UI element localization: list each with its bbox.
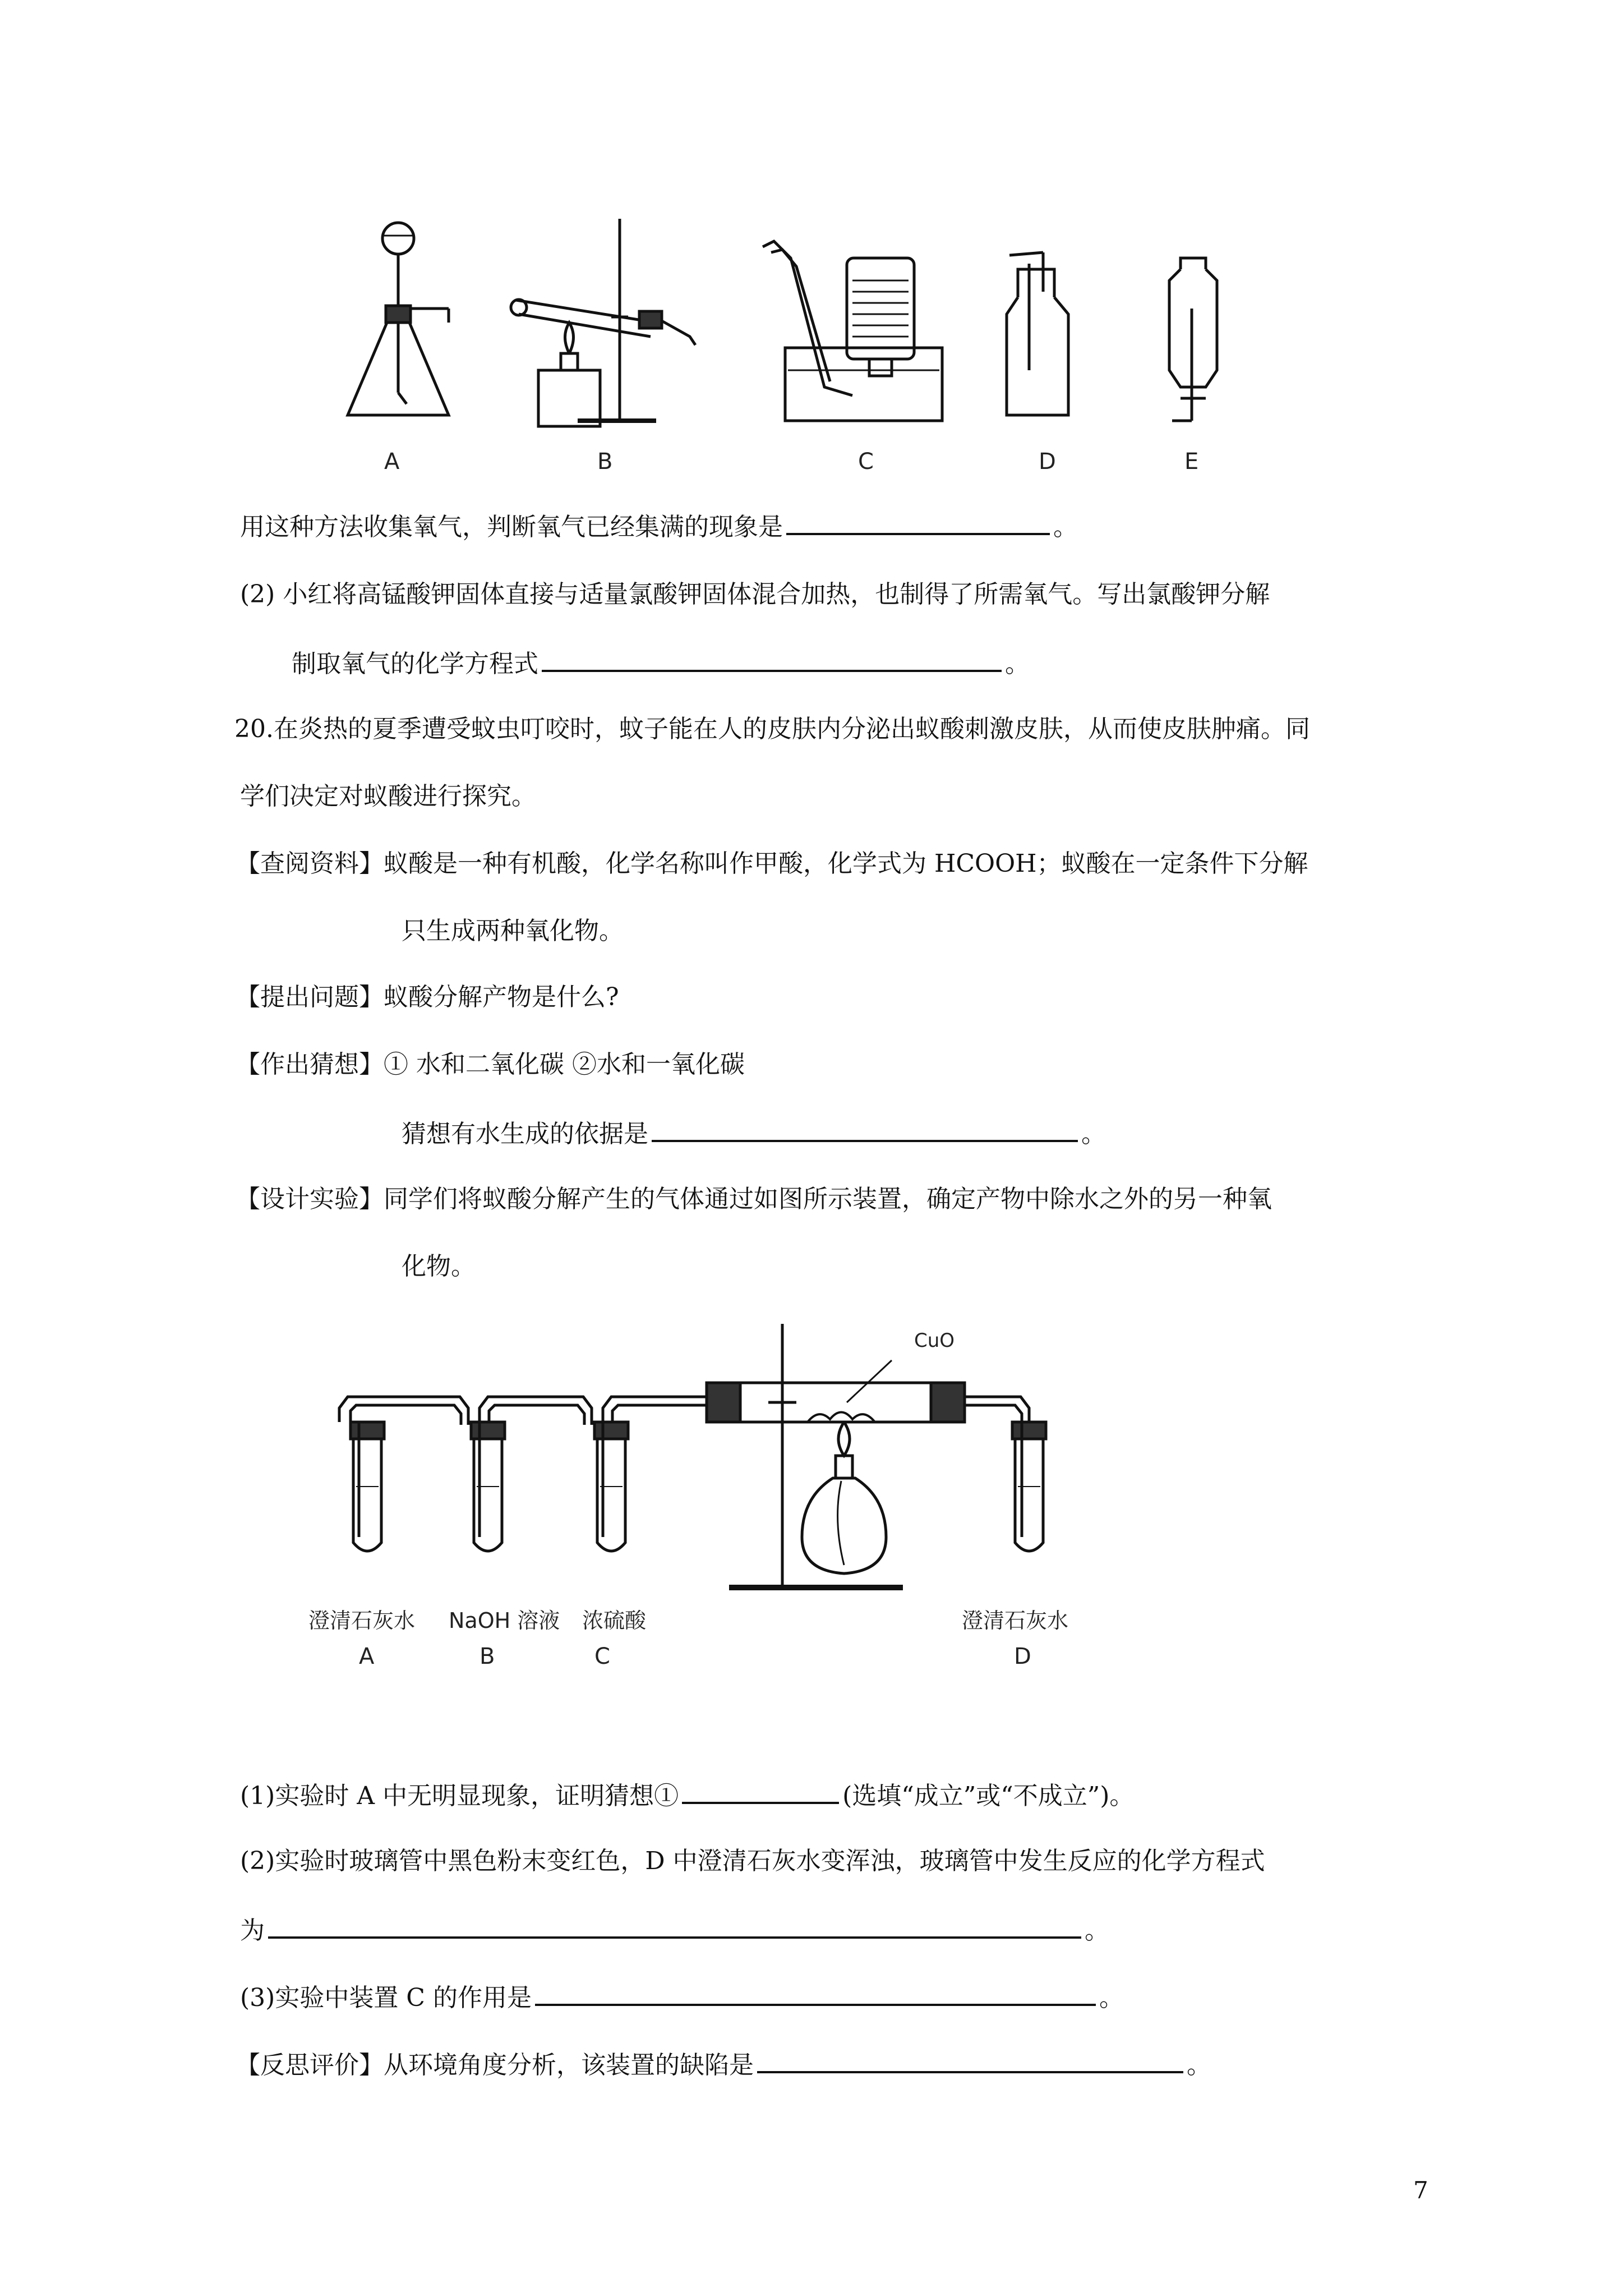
- text: (3)实验中装置 C 的作用是: [240, 1984, 532, 2012]
- text: 。: [1081, 1120, 1106, 1148]
- text: 用这种方法收集氧气，判断氧气已经集满的现象是: [240, 513, 783, 541]
- text: 制取氧气的化学方程式: [292, 650, 538, 678]
- answer-blank-equation-2[interactable]: [268, 1912, 1081, 1939]
- apparatus-figure-1: [314, 202, 1267, 494]
- text: 。: [1099, 1984, 1124, 2012]
- design-line-1: 【设计实验】同学们将蚁酸分解产生的气体通过如图所示装置，确定产物中除水之外的另一种氧: [236, 1185, 1272, 1213]
- text: (1)实验时 A 中无明显现象，证明猜想①: [240, 1782, 679, 1810]
- guess-basis-line: [402, 1115, 1106, 1151]
- label-h2so4-c: 浓硫酸: [582, 1608, 647, 1633]
- text: 【反思评价】从环境角度分析，该装置的缺陷是: [236, 2051, 754, 2079]
- answer-blank-full[interactable]: [786, 508, 1050, 535]
- sub-question-1: [240, 1777, 1134, 1813]
- text: (选填“成立”或“不成立”)。: [842, 1782, 1135, 1810]
- alcohol-lamp: [802, 1422, 886, 1573]
- question-line: 【提出问题】蚁酸分解产物是什么?: [236, 983, 619, 1011]
- glass-tube-cuo: [707, 1360, 965, 1422]
- label-letter-a: A: [359, 1644, 375, 1669]
- text: 。: [1053, 513, 1078, 541]
- label-naoh-b: NaOH 溶液: [449, 1608, 560, 1633]
- sub-question-2: (2)实验时玻璃管中黑色粉末变红色，D 中澄清石灰水变浑浊，玻璃管中发生反应的化学方程式: [240, 1847, 1265, 1875]
- design-line-2: 化物。: [402, 1252, 476, 1281]
- apparatus-c-water-trough: [763, 241, 942, 421]
- apparatus-a-flask: [348, 223, 449, 415]
- info-line-2: 只生成两种氧化物。: [402, 917, 624, 945]
- question-20-line-2: 学们决定对蚁酸进行探究。: [240, 782, 536, 811]
- label-letter-b: B: [479, 1644, 495, 1669]
- answer-blank-equation[interactable]: [542, 645, 1002, 672]
- line-question-2: (2) 小红将高锰酸钾固体直接与适量氯酸钾固体混合加热，也制得了所需氧气。写出氯酸钾分解: [240, 580, 1270, 609]
- sub-question-3: [240, 1979, 1124, 2015]
- sub-question-2-answer: [240, 1912, 1109, 1948]
- info-line-1: 【查阅资料】蚁酸是一种有机酸，化学名称叫作甲酸，化学式为 HCOOH；蚁酸在一定条件下分解: [236, 849, 1308, 878]
- apparatus-d-bottle: [1007, 252, 1068, 415]
- label-cuo: CuO: [914, 1329, 955, 1352]
- test-tube-b: [471, 1422, 505, 1551]
- apparatus-label-d: D: [1039, 449, 1056, 475]
- apparatus-figure-2: [314, 1324, 1127, 1638]
- text: 。: [1187, 2051, 1211, 2079]
- label-letter-c: C: [594, 1644, 610, 1669]
- test-tube-a: [351, 1422, 384, 1551]
- reflection-line: [236, 2046, 1211, 2082]
- apparatus-b-heating: [511, 219, 695, 426]
- answer-blank-guess1[interactable]: [682, 1777, 839, 1804]
- line-collect-oxygen: [240, 508, 1078, 544]
- answer-blank-water-basis[interactable]: [652, 1115, 1078, 1142]
- text: 为: [240, 1916, 265, 1945]
- answer-blank-c-role[interactable]: [535, 1979, 1096, 2006]
- question-20-line-1: 20.在炎热的夏季遭受蚊虫叮咬时，蚊子能在人的皮肤内分泌出蚁酸刺激皮肤，从而使皮肤肿痛。同: [234, 715, 1310, 743]
- answer-blank-defect[interactable]: [757, 2046, 1183, 2073]
- label-limewater-d: 澄清石灰水: [962, 1608, 1069, 1633]
- iron-stand: [729, 1324, 903, 1588]
- apparatus-e-inverted-bottle: [1169, 258, 1217, 421]
- label-limewater-a: 澄清石灰水: [308, 1608, 416, 1633]
- page-number: 7: [1413, 2177, 1428, 2204]
- apparatus-label-a: A: [384, 449, 400, 475]
- text: 猜想有水生成的依据是: [402, 1120, 648, 1148]
- test-tube-d: [1012, 1422, 1046, 1551]
- apparatus-label-c: C: [858, 449, 874, 475]
- test-tube-c: [594, 1422, 628, 1551]
- guess-line: 【作出猜想】① 水和二氧化碳 ②水和一氧化碳: [236, 1050, 745, 1079]
- text: 。: [1005, 650, 1030, 678]
- apparatus-label-e: E: [1184, 449, 1199, 475]
- line-equation-kclo3: [292, 645, 1030, 681]
- label-letter-d: D: [1014, 1644, 1031, 1669]
- text: 。: [1085, 1916, 1109, 1945]
- apparatus-label-b: B: [597, 449, 613, 475]
